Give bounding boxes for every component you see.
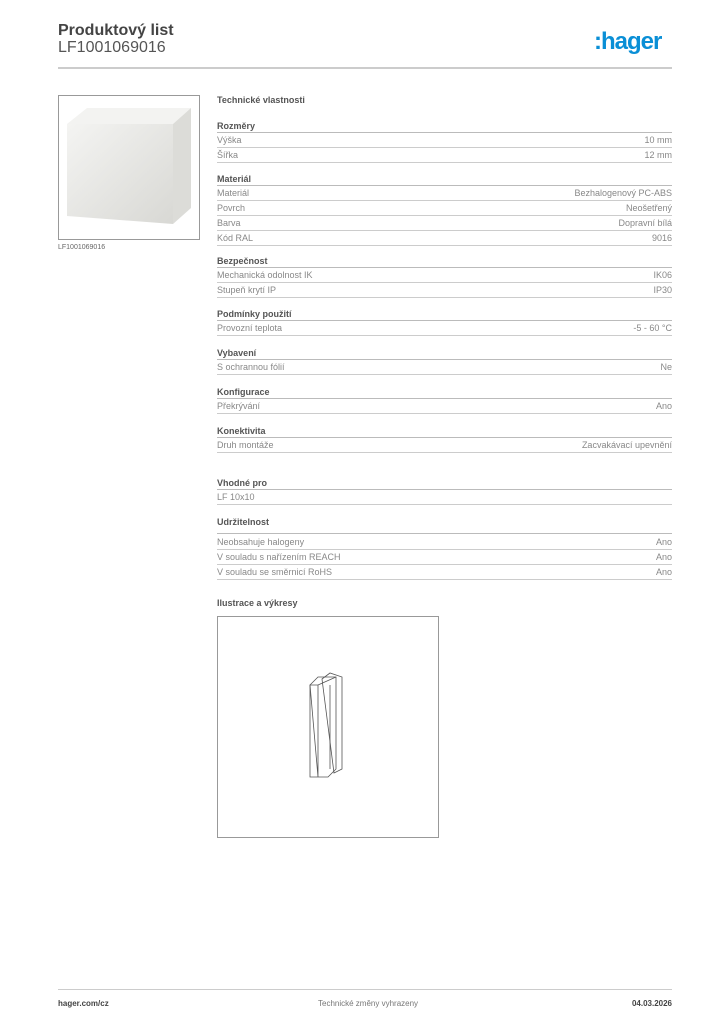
spec-row — [217, 231, 672, 246]
section-title: Vhodné pro — [217, 476, 672, 490]
spec-label: Mechanická odolnost IK — [217, 270, 313, 280]
spec-row — [217, 216, 672, 231]
spec-label: Šířka — [217, 150, 239, 160]
footer-date: 04.03.2026 — [631, 999, 672, 1008]
spec-row — [217, 201, 672, 216]
spec-row — [217, 535, 672, 550]
spec-value: Ano — [655, 537, 672, 547]
spec-value: Ano — [655, 401, 672, 411]
spec-value: 12 mm — [644, 150, 672, 160]
product-photo — [58, 95, 200, 240]
spec-value: Ano — [655, 552, 672, 562]
spec-label: Kód RAL — [217, 233, 254, 243]
spec-section — [217, 516, 672, 580]
technical-heading: Technické vlastnosti — [217, 95, 305, 105]
spec-row — [217, 186, 672, 201]
spec-row — [217, 565, 672, 580]
spec-row — [217, 550, 672, 565]
footer-divider — [58, 989, 672, 990]
spec-label: V souladu s nařízením REACH — [217, 552, 341, 562]
page-title: Produktový list — [58, 22, 174, 39]
spec-section — [217, 307, 672, 336]
spec-section — [217, 254, 672, 298]
hager-logo: :hager — [594, 28, 662, 55]
section-title: Konektivita — [217, 424, 672, 438]
section-title: Rozměry — [217, 119, 672, 133]
spec-label: Druh montáže — [217, 440, 274, 450]
spec-section — [217, 424, 672, 453]
technical-drawing — [217, 616, 439, 838]
spec-label: Výška — [217, 135, 242, 145]
spec-value: Bezhalogenový PC-ABS — [574, 188, 672, 198]
spec-label: Provozní teplota — [217, 323, 283, 333]
section-title: Materiál — [217, 172, 672, 186]
spec-value: -5 - 60 °C — [633, 323, 672, 333]
spec-label: Stupeň krytí IP — [217, 285, 277, 295]
spec-value: Neošetřený — [625, 203, 672, 213]
spec-section — [217, 346, 672, 375]
section-title: Podmínky použití — [217, 307, 672, 321]
spec-row — [217, 268, 672, 283]
footer-website[interactable]: hager.com/cz — [58, 999, 109, 1008]
spec-label: V souladu se směrnicí RoHS — [217, 567, 333, 577]
spec-label: Povrch — [217, 203, 246, 213]
spec-label: LF 10x10 — [217, 492, 255, 502]
spec-value: 10 mm — [644, 135, 672, 145]
spec-label: Materiál — [217, 188, 250, 198]
spec-value: Ne — [660, 362, 672, 372]
spec-section — [217, 385, 672, 414]
spec-label: S ochrannou fólií — [217, 362, 285, 372]
image-caption: LF1001069016 — [58, 244, 106, 251]
illustrations-heading: Ilustrace a výkresy — [217, 598, 298, 608]
spec-section — [217, 476, 672, 505]
header-divider — [58, 67, 672, 69]
spec-row — [217, 399, 672, 414]
footer-note: Technické změny vyhrazeny — [318, 999, 419, 1008]
spec-section — [217, 172, 672, 246]
spec-value: IK06 — [653, 270, 672, 280]
spec-row — [217, 283, 672, 298]
spec-value: IP30 — [653, 285, 672, 295]
section-title: Konfigurace — [217, 385, 672, 399]
section-title: Bezpečnost — [217, 254, 672, 268]
section-title: Udržitelnost — [217, 516, 672, 534]
spec-row — [217, 148, 672, 163]
spec-row — [217, 490, 672, 505]
spec-value: Ano — [655, 567, 672, 577]
spec-row — [217, 438, 672, 453]
spec-label: Neobsahuje halogeny — [217, 537, 305, 547]
spec-label: Barva — [217, 218, 241, 228]
spec-row — [217, 360, 672, 375]
spec-row — [217, 133, 672, 148]
spec-value: Dopravní bílá — [618, 218, 672, 228]
section-title: Vybavení — [217, 346, 672, 360]
spec-label: Překrývání — [217, 401, 261, 411]
spec-section — [217, 119, 672, 163]
product-code: LF1001069016 — [58, 39, 166, 56]
spec-row — [217, 321, 672, 336]
spec-value: Zacvakávací upevnění — [581, 440, 672, 450]
spec-value: 9016 — [651, 233, 672, 243]
